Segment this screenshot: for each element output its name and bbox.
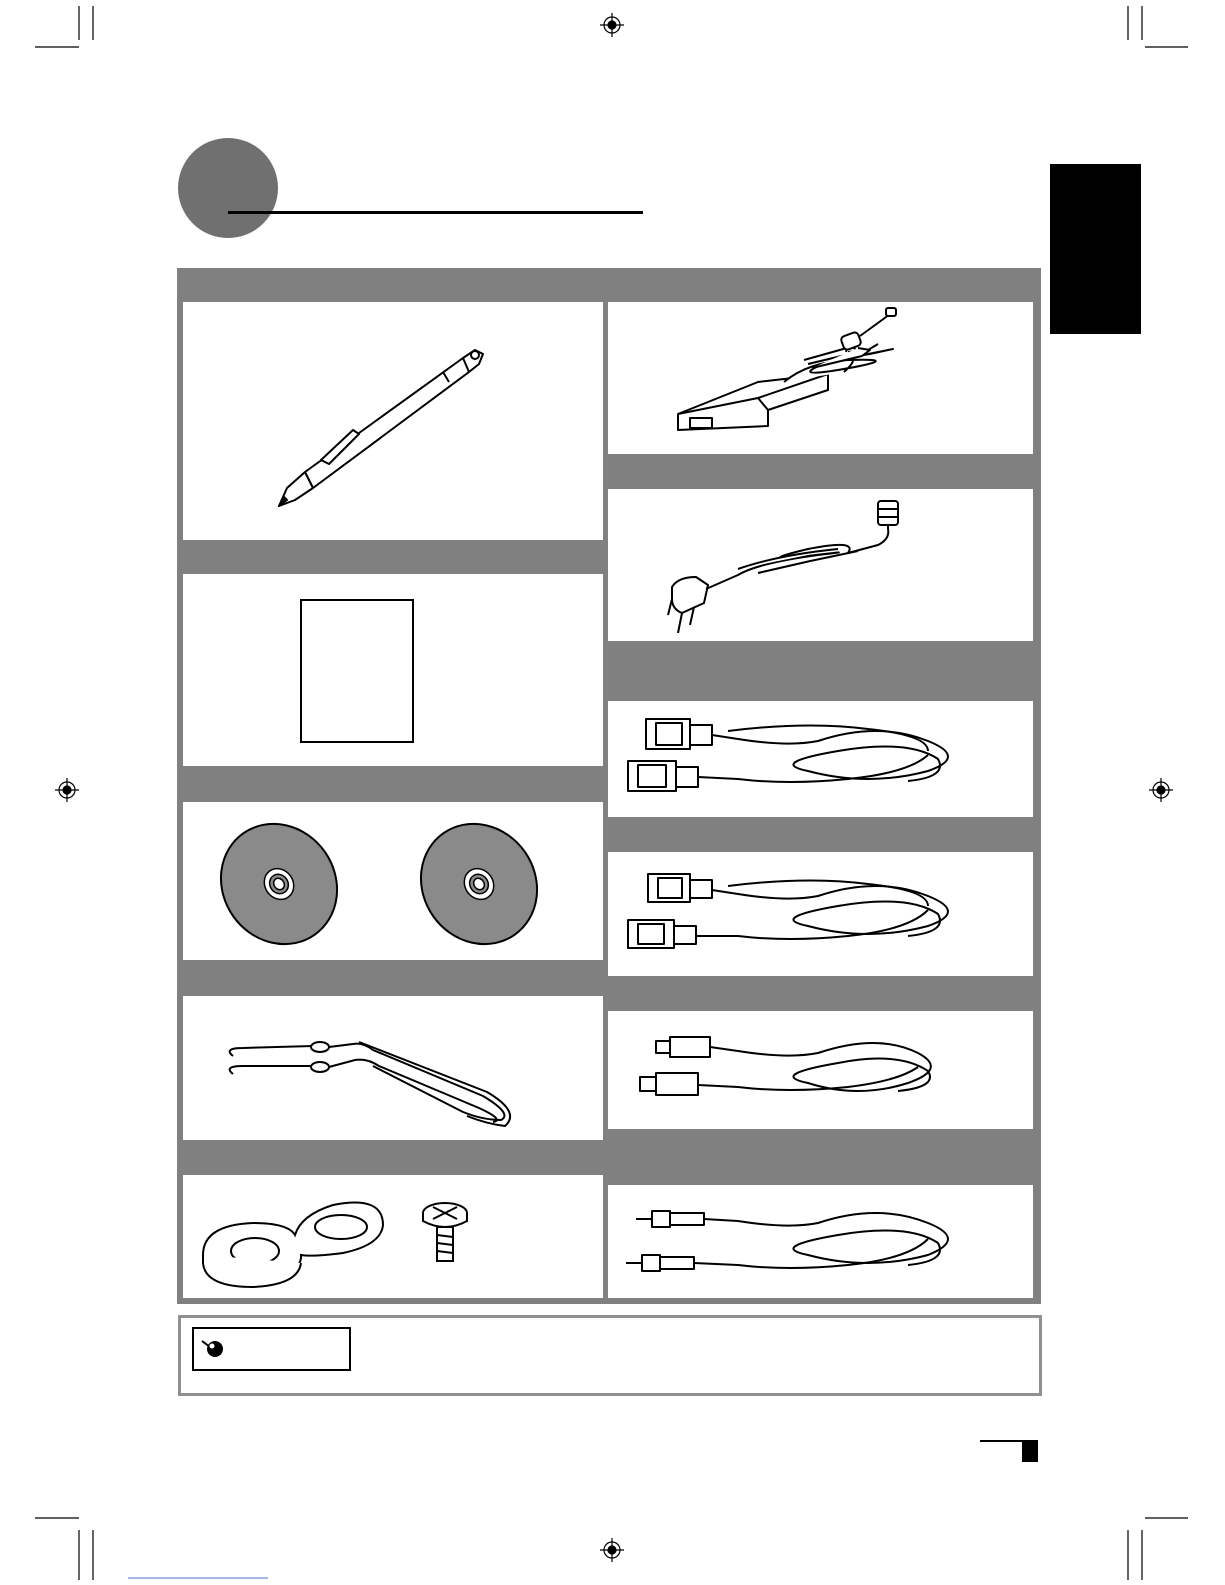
page-number-tab	[1022, 1440, 1038, 1462]
item-label-bar	[608, 976, 1033, 1011]
item-label-bar	[183, 960, 603, 996]
item-cell-tether-clip	[183, 1175, 603, 1298]
item-label-bar	[183, 274, 603, 302]
item-cell-usb-cable	[608, 1011, 1033, 1129]
item-label-bar	[183, 540, 603, 574]
item-label-bar	[183, 1140, 603, 1175]
ac-adapter-icon	[608, 302, 1033, 454]
item-cell-power-cord	[608, 489, 1033, 641]
item-cell-pen-tether	[183, 996, 603, 1140]
cd-rom-icon	[183, 802, 603, 960]
vga-cable-icon	[608, 852, 1033, 976]
heading-underline	[228, 211, 643, 214]
pen-icon	[183, 302, 603, 540]
side-tab-label	[1050, 164, 1141, 180]
side-tab	[1050, 164, 1141, 334]
item-cell-ac-adapter	[608, 302, 1033, 454]
pen-tether-icon	[183, 996, 603, 1140]
usb-cable-icon	[608, 1011, 1033, 1129]
page-number-rule	[980, 1440, 1022, 1442]
item-label-bar	[183, 766, 603, 802]
pushpin-icon	[200, 1335, 226, 1361]
item-cell-dvi-cable	[608, 701, 1033, 817]
screw-icon	[423, 1203, 467, 1261]
rca-cable-icon	[608, 1185, 1033, 1298]
item-label-bar	[608, 454, 1033, 489]
tether-clip-icon	[183, 1175, 603, 1298]
item-cell-pen	[183, 302, 603, 540]
section-marker	[178, 138, 278, 238]
item-label-bar	[608, 817, 1033, 852]
item-cell-av-cable	[608, 1185, 1033, 1298]
item-label-bar	[608, 1129, 1033, 1185]
item-label-bar	[608, 641, 1033, 701]
document-icon	[183, 574, 603, 766]
power-cord-icon	[608, 489, 1033, 641]
item-cell-vga-cable	[608, 852, 1033, 976]
note-label-box	[192, 1327, 351, 1371]
item-cell-cd-roms	[183, 802, 603, 960]
item-cell-document	[183, 574, 603, 766]
dvi-cable-icon	[608, 701, 1033, 817]
